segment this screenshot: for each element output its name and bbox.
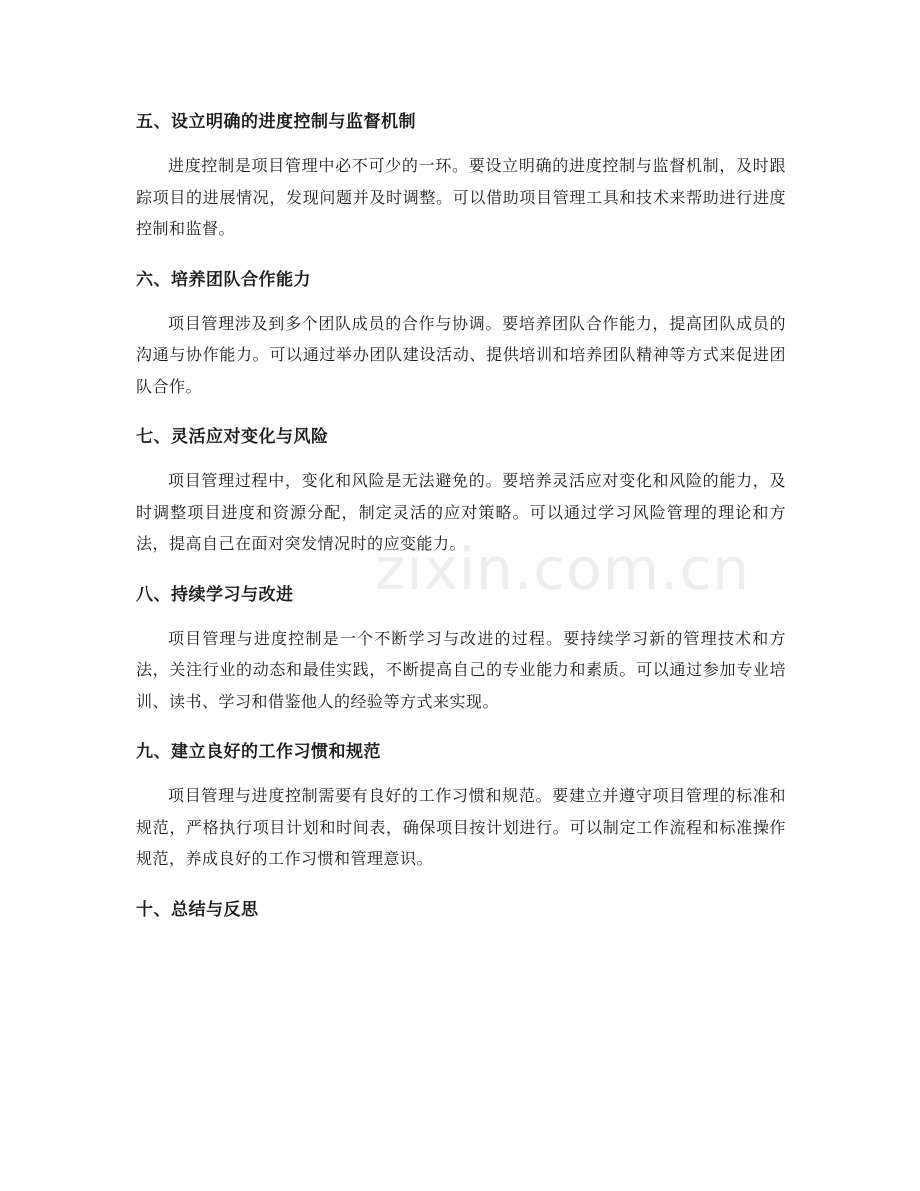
section-paragraph: 项目管理与进度控制需要有良好的工作习惯和规范。要建立并遵守项目管理的标准和规范，严格执行项目计划和时间表，确保项目按计划进行。可以制定工作流程和标准操作规范，养成良好的工作习惯和管理意识。 bbox=[136, 786, 786, 868]
section-6 bbox=[136, 258, 786, 403]
section-heading: 七、灵活应对变化与风险 bbox=[136, 427, 329, 447]
document-content bbox=[136, 100, 786, 938]
section-8 bbox=[136, 573, 786, 718]
watermark: zixin.com.cn bbox=[375, 535, 751, 603]
section-heading: 六、培养团队合作能力 bbox=[136, 269, 311, 290]
section-paragraph: 项目管理过程中，变化和风险是无法避免的。要培养灵活应对变化和风险的能力，及时调整项目进度和资源分配，制定灵活的应对策略。可以通过学习风险管理的理论和方法，提高自己在面对突发情况时的应变能力。 bbox=[136, 471, 786, 553]
section-paragraph: 项目管理与进度控制是一个不断学习与改进的过程。要持续学习新的管理技术和方法，关注行业的动态和最佳实践，不断提高自己的专业能力和素质。可以通过参加专业培训、读书、学习和借鉴他人的经验等方式来实现。 bbox=[136, 628, 786, 711]
section-heading: 九、建立良好的工作习惯和规范 bbox=[136, 742, 381, 762]
section-5 bbox=[136, 100, 786, 245]
section-heading: 八、持续学习与改进 bbox=[136, 584, 294, 605]
section-paragraph: 进度控制是项目管理中必不可少的一环。要设立明确的进度控制与监督机制，及时跟踪项目的进展情况，发现问题并及时调整。可以借助项目管理工具和技术来帮助进行进度控制和监督。 bbox=[136, 156, 786, 238]
section-7 bbox=[136, 415, 786, 560]
section-paragraph: 项目管理涉及到多个团队成员的合作与协调。要培养团队合作能力，提高团队成员的沟通与协作能力。可以通过举办团队建设活动、提供培训和培养团队精神等方式来促进团队合作。 bbox=[136, 313, 786, 396]
section-heading: 五、设立明确的进度控制与监督机制 bbox=[136, 112, 416, 132]
section-9 bbox=[136, 730, 786, 875]
section-10 bbox=[136, 888, 786, 932]
section-heading: 十、总结与反思 bbox=[136, 899, 259, 920]
